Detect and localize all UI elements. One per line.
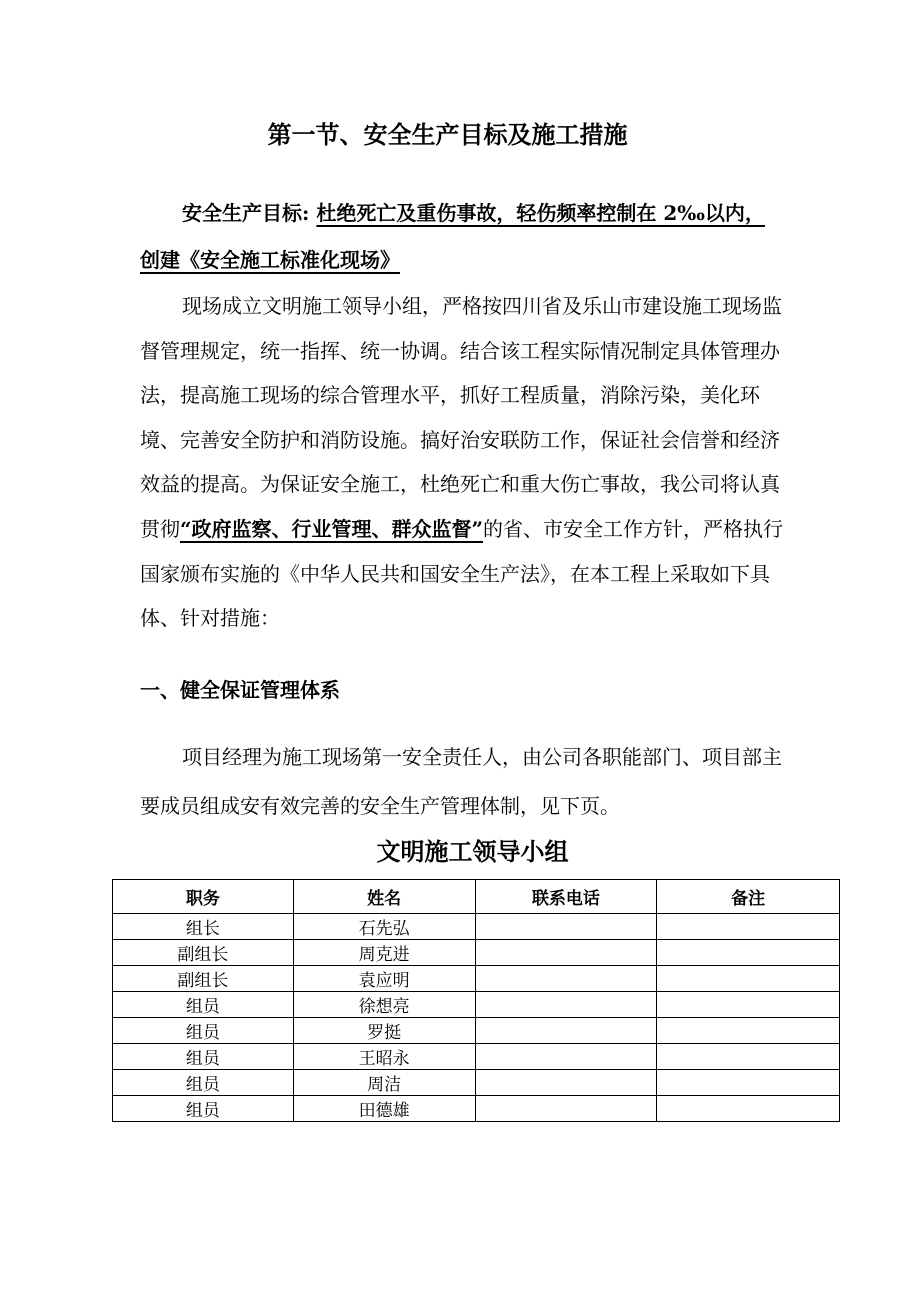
cell-name: 石先弘 [293,914,475,940]
cell-note [657,992,840,1018]
cell-role: 副组长 [113,966,294,992]
cell-name: 周洁 [293,1070,475,1096]
header-name: 姓名 [293,880,475,914]
cell-phone [475,966,657,992]
cell-name: 王昭永 [293,1044,475,1070]
cell-role: 副组长 [113,940,294,966]
cell-phone [475,1018,657,1044]
intro-emphasis: “政府监察、行业管理、群众监督” [180,516,484,541]
table-header-row [113,880,840,914]
cell-note [657,1018,840,1044]
cell-name: 罗挺 [293,1018,475,1044]
table-row [113,992,840,1018]
section-paragraph [140,733,790,831]
cell-name: 徐想亮 [293,992,475,1018]
cell-phone [475,1044,657,1070]
table-row [113,966,840,992]
cell-phone [475,1070,657,1096]
section-heading: 一、健全保证管理体系 [140,678,340,702]
cell-phone [475,940,657,966]
intro-text-after: 的省、市安全工作方针，严格执行国家颁布实施的《中华人民共和国安全生产法》，在本工程上采取如下具体、针对措施： [140,516,784,631]
cell-phone [475,914,657,940]
cell-role: 组员 [113,1044,294,1070]
header-note: 备注 [657,880,840,914]
cell-note [657,966,840,992]
cell-name: 田德雄 [293,1096,475,1122]
cell-role: 组员 [113,1070,294,1096]
intro-text-before: 现场成立文明施工领导小组，严格按四川省及乐山市建设施工现场监督管理规定，统一指挥、统一协调。结合该工程实际情况制定具体管理办法，提高施工现场的综合管理水平，抓好工程质量，消除污染，美化环境、完善安全防护和消防设施。搞好治安联防工作，保证社会信誉和经济效益的提高。为保证安全施工，杜绝死亡和重大伤亡事故，我公司将认真贯彻 [140,294,782,541]
cell-note [657,914,840,940]
cell-role: 组长 [113,914,294,940]
safety-goal [140,190,800,284]
safety-goal-text-1: 杜绝死亡及重伤事故，轻伤频率控制在 2‰以内， [316,201,765,225]
intro-paragraph [140,284,790,641]
cell-phone [475,1096,657,1122]
table-row [113,1070,840,1096]
cell-note [657,1070,840,1096]
cell-role: 组员 [113,992,294,1018]
cell-note [657,1096,840,1122]
table-title: 文明施工领导小组 [376,837,569,866]
table-row [113,940,840,966]
cell-name: 袁应明 [293,966,475,992]
page-title: 第一节、安全生产目标及施工措施 [267,120,628,149]
header-phone: 联系电话 [475,880,657,914]
cell-role: 组员 [113,1018,294,1044]
leadership-table [112,879,840,1122]
table-row [113,1044,840,1070]
safety-goal-text-2: 创建《安全施工标准化现场》 [140,248,400,272]
cell-role: 组员 [113,1096,294,1122]
cell-phone [475,992,657,1018]
section-paragraph-text: 项目经理为施工现场第一安全责任人，由公司各职能部门、项目部主要成员组成安有效完善的安全生产管理体制，见下页。 [140,745,782,818]
cell-note [657,940,840,966]
cell-note [657,1044,840,1070]
table-row [113,1096,840,1122]
table-row [113,1018,840,1044]
safety-goal-label: 安全生产目标: [182,201,317,225]
cell-name: 周克进 [293,940,475,966]
table-row [113,914,840,940]
header-role: 职务 [113,880,294,914]
